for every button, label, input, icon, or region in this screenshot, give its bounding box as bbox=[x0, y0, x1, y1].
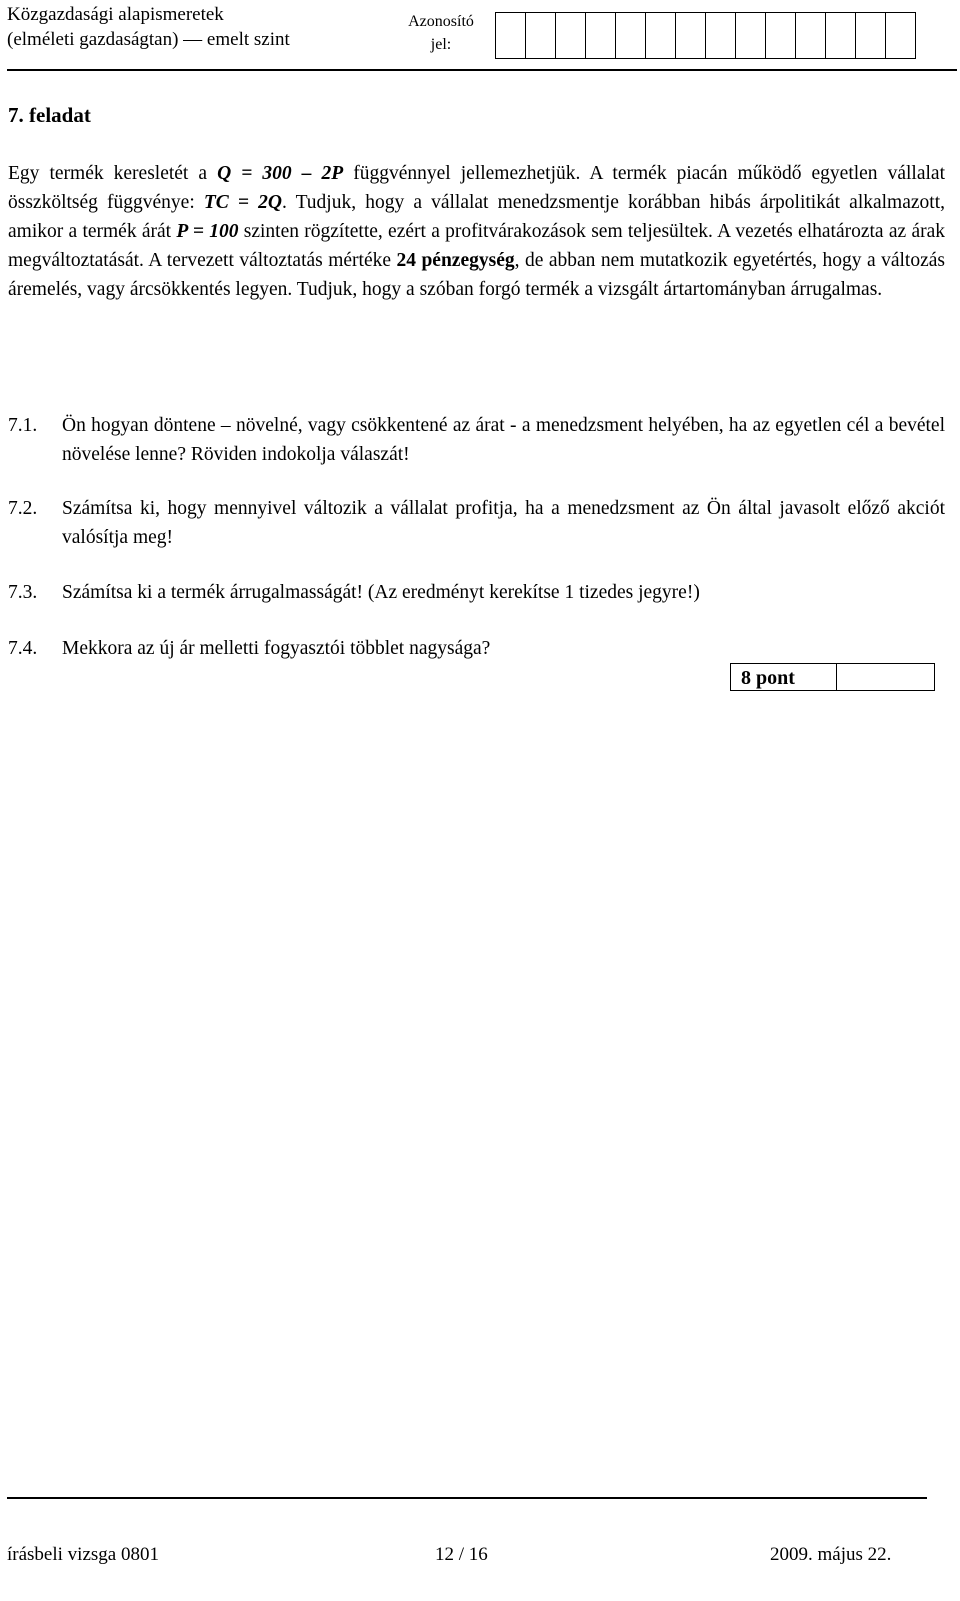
id-code-box[interactable] bbox=[796, 13, 826, 58]
score-value-field[interactable] bbox=[837, 664, 934, 690]
subject-line-2: (elméleti gazdaságtan) — emelt szint bbox=[7, 29, 290, 50]
question-text: Számítsa ki a termék árrugalmasságát! (Az eredményt kerekítse 1 tizedes jegyre!) bbox=[62, 582, 700, 603]
score-box bbox=[730, 663, 935, 691]
intro-text-run: Q = 300 – 2P bbox=[217, 163, 344, 184]
subject-header bbox=[7, 2, 290, 52]
question-7-3 bbox=[8, 578, 945, 607]
intro-text-run: 24 pénzegység bbox=[396, 250, 515, 271]
id-code-box[interactable] bbox=[526, 13, 556, 58]
id-code-box[interactable] bbox=[856, 13, 886, 58]
footer-date: 2009. május 22. bbox=[770, 1544, 892, 1565]
intro-text-run: . Tudjuk, hogy a vállalat menedzsmentje korábban hibás árpolitikát alkalmazott, amikor a termék árát bbox=[8, 192, 945, 242]
id-code-box[interactable] bbox=[886, 13, 916, 58]
id-label-line-1: Azonosító bbox=[408, 13, 474, 30]
task-intro-paragraph bbox=[8, 159, 945, 304]
intro-text-run: szinten rögzítette, ezért a profitvárakozások sem teljesültek. A vezetés elhatározta az árak megváltoztatását. A tervezett változtatás mértéke bbox=[8, 221, 945, 271]
intro-text-run: TC = 2Q bbox=[203, 192, 282, 213]
id-label bbox=[393, 10, 489, 56]
question-7-2 bbox=[8, 494, 945, 552]
intro-text-run: függvénnyel jellemezhetjük. A termék piacán működő egyetlen vállalat összköltség függvénye: bbox=[8, 163, 945, 213]
id-code-box[interactable] bbox=[496, 13, 526, 58]
intro-text-run: P = 100 bbox=[176, 221, 239, 242]
question-number: 7.3. bbox=[8, 582, 38, 603]
question-text: Ön hogyan döntene – növelné, vagy csökkentené az árat - a menedzsment helyében, ha az egyetlen cél a bevétel növelése lenne? Röviden indokolja válaszát! bbox=[62, 415, 945, 465]
intro-text-run: Egy termék keresletét a bbox=[8, 163, 218, 184]
footer-exam-code: írásbeli vizsga 0801 bbox=[7, 1544, 159, 1565]
id-code-boxes bbox=[495, 12, 916, 59]
id-code-box[interactable] bbox=[556, 13, 586, 58]
id-code-box[interactable] bbox=[616, 13, 646, 58]
header-divider bbox=[7, 69, 957, 71]
id-code-box[interactable] bbox=[736, 13, 766, 58]
id-code-box[interactable] bbox=[706, 13, 736, 58]
id-code-box[interactable] bbox=[586, 13, 616, 58]
id-code-box[interactable] bbox=[646, 13, 676, 58]
question-number: 7.4. bbox=[8, 638, 38, 659]
id-label-line-2: jel: bbox=[430, 36, 452, 53]
id-code-box[interactable] bbox=[676, 13, 706, 58]
score-label: 8 pont bbox=[731, 664, 837, 690]
footer-page-number: 12 / 16 bbox=[435, 1544, 488, 1565]
id-code-box[interactable] bbox=[826, 13, 856, 58]
intro-text-run: , de abban nem mutatkozik egyetértés, hogy a változás áremelés, vagy árcsökkentés legyen. Tudjuk, hogy a szóban forgó termék a vizsgált ártartományban árrugalmas. bbox=[8, 250, 945, 300]
question-7-4 bbox=[8, 634, 945, 663]
question-text: Mekkora az új ár melletti fogyasztói többlet nagysága? bbox=[62, 638, 491, 659]
id-code-box[interactable] bbox=[766, 13, 796, 58]
question-number: 7.2. bbox=[8, 498, 38, 519]
question-7-1 bbox=[8, 411, 945, 469]
footer-divider bbox=[7, 1497, 927, 1499]
question-text: Számítsa ki, hogy mennyivel változik a vállalat profitja, ha a menedzsment az Ön által javasolt előző akciót valósítja meg! bbox=[62, 498, 945, 548]
question-number: 7.1. bbox=[8, 415, 38, 436]
task-title: 7. feladat bbox=[8, 103, 91, 127]
subject-line-1: Közgazdasági alapismeretek bbox=[7, 4, 224, 25]
